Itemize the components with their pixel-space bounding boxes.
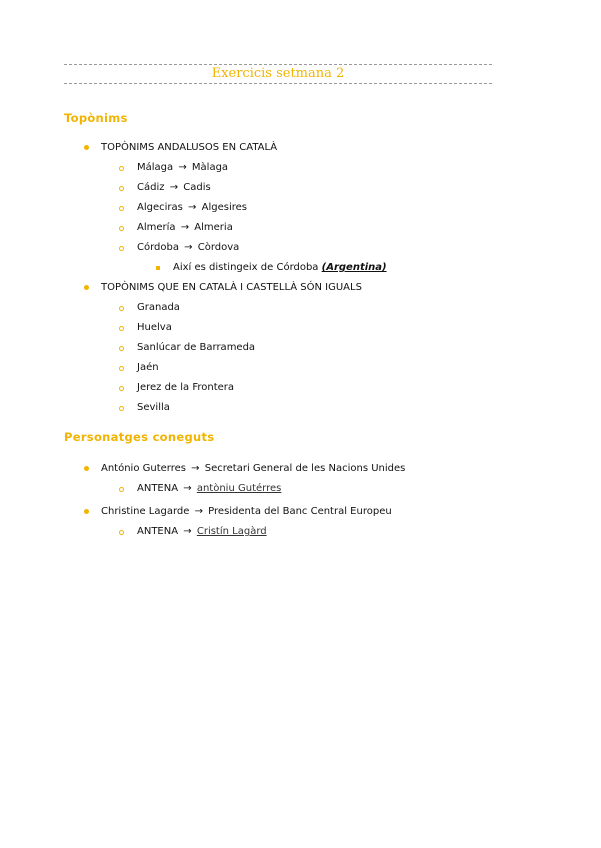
document-title: Exercicis setmana 2 — [211, 66, 345, 81]
bullet-circle-icon — [119, 246, 124, 251]
person-line — [101, 462, 405, 476]
bullet-circle-icon — [119, 346, 124, 351]
title-bottom-rule — [64, 83, 492, 84]
bullet-circle-icon — [119, 226, 124, 231]
list-item — [137, 201, 247, 215]
list-item: Jaén — [137, 362, 159, 373]
arrow-right-icon: → — [178, 162, 187, 173]
list-item — [137, 241, 239, 255]
note-text: Així es distingeix de Córdoba — [173, 262, 319, 273]
bullet-circle-icon — [119, 530, 124, 535]
title-top-rule — [64, 64, 492, 65]
bullet-square-icon — [156, 266, 160, 270]
pronunciation-link[interactable]: antòniu Gutérres — [196, 483, 282, 494]
toponim-catala: Algesires — [201, 202, 247, 213]
list-item: Granada — [137, 302, 180, 313]
note-emphasis: (Argentina) — [321, 262, 387, 273]
list-item — [137, 181, 211, 195]
list-item: Huelva — [137, 322, 172, 333]
antena-label: ANTENA — [137, 526, 179, 537]
section-heading-personatges: Personatges coneguts — [64, 430, 215, 444]
person-role: Presidenta del Banc Central Europeu — [208, 506, 392, 517]
person-role: Secretari General de les Nacions Unides — [204, 463, 406, 474]
pronunciation-link[interactable]: Cristín Lagàrd — [196, 526, 267, 537]
bullet-dot-icon — [84, 509, 89, 514]
list-item: Sanlúcar de Barrameda — [137, 342, 256, 353]
toponim-catala: Almeria — [194, 222, 233, 233]
list-item — [137, 221, 233, 235]
bullet-circle-icon — [119, 326, 124, 331]
toponim-catala: Màlaga — [191, 162, 229, 173]
bullet-dot-icon — [84, 285, 89, 290]
list-item: Jerez de la Frontera — [137, 382, 235, 393]
bullet-circle-icon — [119, 366, 124, 371]
toponim-original: Córdoba — [137, 242, 179, 253]
arrow-right-icon: → — [183, 483, 192, 494]
group-label-iguals: TOPÒNIMS QUE EN CATALÀ I CASTELLÀ SÓN IGUALS — [101, 282, 362, 293]
group-label-andalusos: TOPÒNIMS ANDALUSOS EN CATALÀ — [101, 142, 278, 153]
bullet-circle-icon — [119, 386, 124, 391]
toponim-original: Málaga — [137, 162, 174, 173]
toponim-catala: Còrdova — [197, 242, 240, 253]
bullet-circle-icon — [119, 166, 124, 171]
arrow-right-icon: → — [188, 202, 197, 213]
toponim-catala: Cadis — [183, 182, 211, 193]
arrow-right-icon: → — [184, 242, 193, 253]
person-name: Christine Lagarde — [101, 506, 190, 517]
arrow-right-icon: → — [180, 222, 190, 233]
bullet-dot-icon — [84, 466, 89, 471]
bullet-circle-icon — [119, 206, 124, 211]
antena-label: ANTENA — [137, 483, 179, 494]
toponim-original: Almería — [137, 222, 176, 233]
arrow-right-icon: → — [183, 526, 192, 537]
bullet-circle-icon — [119, 406, 124, 411]
arrow-right-icon: → — [194, 506, 203, 517]
list-item: Sevilla — [137, 402, 170, 413]
bullet-circle-icon — [119, 306, 124, 311]
person-name: António Guterres — [101, 463, 186, 474]
antena-line — [137, 482, 281, 496]
section-heading-toponims: Topònims — [64, 111, 128, 125]
toponim-original: Algeciras — [137, 202, 183, 213]
cordoba-note — [173, 261, 387, 275]
toponim-original: Cádiz — [137, 182, 165, 193]
bullet-circle-icon — [119, 487, 124, 492]
bullet-dot-icon — [84, 145, 89, 150]
arrow-right-icon: → — [191, 463, 200, 474]
bullet-circle-icon — [119, 186, 124, 191]
person-line — [101, 505, 392, 519]
arrow-right-icon: → — [169, 182, 179, 193]
list-item — [137, 161, 228, 175]
antena-line — [137, 525, 267, 539]
